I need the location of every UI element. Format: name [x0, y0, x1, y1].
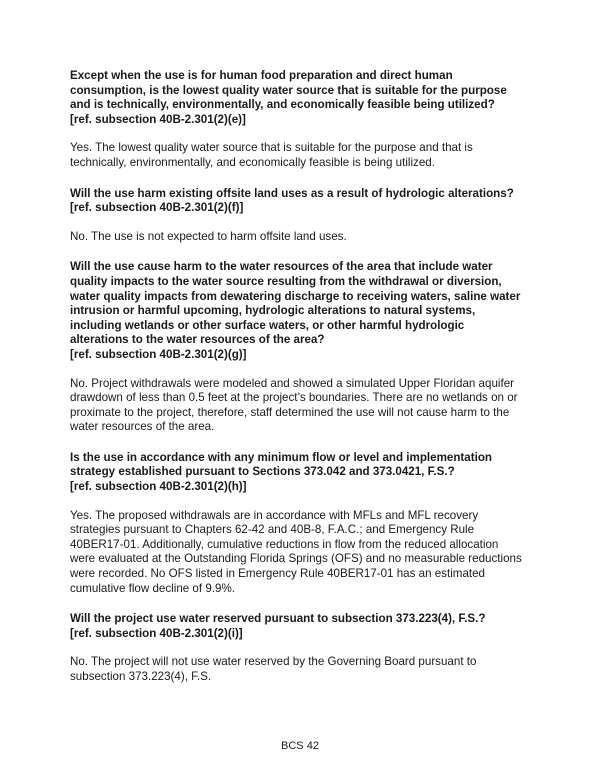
- question: Except when the use is for human food preparation and direct human consumption, is the lowest quality water source that is suitable for the purpose and is technically, environmentally, and economically feasible being utilized? [ref. subsection 40B-2.301(2)(e)]: [70, 69, 507, 126]
- answer: Yes. The lowest quality water source that is suitable for the purpose and that is technically, environmentally, and economically feasible is being utilized.: [70, 141, 473, 169]
- section-reserved-water: [70, 612, 540, 684]
- document-body: [70, 69, 540, 685]
- question: Will the project use water reserved pursuant to subsection 373.223(4), F.S.? [ref. subsection 40B-2.301(2)(i)]: [70, 612, 486, 640]
- section-offsite-land-uses: [70, 187, 540, 245]
- answer: Yes. The proposed withdrawals are in accordance with MFLs and MFL recovery strategies pursuant to Chapters 62-42 and 40B-8, F.A.C.; and Emergency Rule 40BER17-01. Additionally, cumulative reductions in flow from the reduced allocation were evaluated at the Outstanding Florida Springs (OFS) and no measurable reductions were recorded. No OFS listed in Emergency Rule 40BER17-01 has an estimated cumulative flow decline of 9.9%.: [70, 508, 522, 595]
- answer: No. Project withdrawals were modeled and showed a simulated Upper Floridan aquifer drawdown of less than 0.5 feet at the project’s boundaries. There are no wetlands on or proximate to the project, therefore, staff determined the use will not cause harm to the water resources of the area.: [70, 376, 518, 434]
- question: Will the use cause harm to the water resources of the area that include water quality impacts to the water source resulting from the withdrawal or diversion, water quality impacts from dewatering discharge to receiving waters, saline water intrusion or harmful upcoming, hydrologic alterations to natural systems, including wetlands or other surface waters, or other harmful hydrologic alterations to the water resources of the area? [ref. subsection 40B-2.301(2)(g)]: [70, 260, 521, 361]
- reference: [ref. subsection 40B-2.301(2)(f)]: [70, 201, 244, 215]
- page-number: BCS 42: [281, 740, 319, 752]
- question: Is the use in accordance with any minimum flow or level and implementation strategy established pursuant to Sections 373.042 and 373.0421, F.S.? [ref. subsection 40B-2.301(2)(h)]: [70, 450, 492, 494]
- reference: [ref. subsection 40B-2.301(2)(h)]: [70, 480, 247, 494]
- reference: [ref. subsection 40B-2.301(2)(g)]: [70, 347, 247, 361]
- section-water-resources-harm: [70, 260, 540, 435]
- answer: No. The project will not use water reserved by the Governing Board pursuant to subsection 373.223(4), F.S.: [70, 655, 477, 683]
- reference: [ref. subsection 40B-2.301(2)(i)]: [70, 626, 243, 640]
- section-minimum-flow-level: [70, 451, 540, 596]
- answer: No. The use is not expected to harm offsite land uses.: [70, 229, 347, 243]
- question: Will the use harm existing offsite land uses as a result of hydrologic alterations? [ref. subsection 40B-2.301(2)(f)]: [70, 186, 514, 215]
- section-lowest-quality-source: [70, 69, 540, 171]
- reference: [ref. subsection 40B-2.301(2)(e)]: [70, 112, 246, 126]
